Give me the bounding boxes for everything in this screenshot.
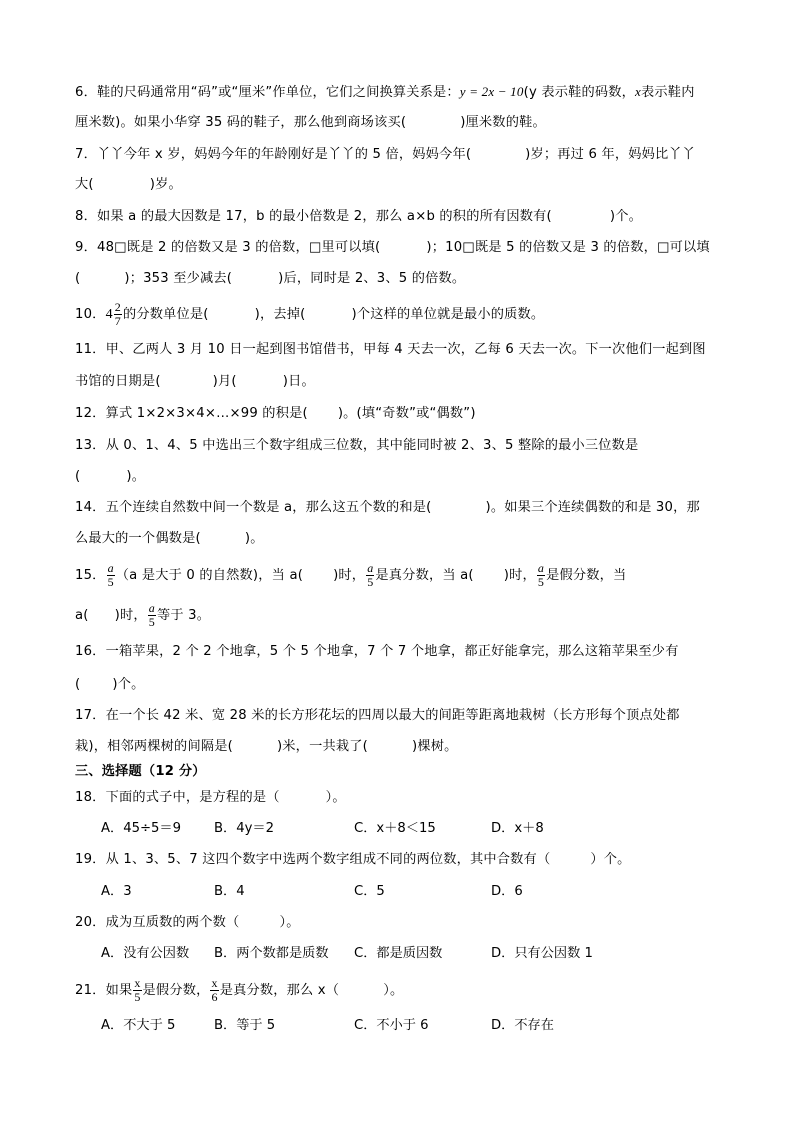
question-text: 14．五个连续自然数中间一个数是 a，那么这五个数的和是( (75, 500, 432, 515)
question-text: 12．算式 1×2×3×4×…×99 的积是( (75, 406, 308, 421)
fraction-a-over-5 (107, 560, 115, 589)
question-text: 厘米数)。如果小华穿 35 码的鞋子，那么他到商场该买( (75, 115, 407, 130)
question-text: )时， (114, 608, 147, 623)
denominator: 5 (367, 574, 374, 589)
option-a[interactable]: A．45÷5＝9 (101, 821, 182, 836)
question-text: 18．下面的式子中，是方程的是（ (75, 790, 280, 805)
question-number: 10． (75, 307, 106, 322)
question-11-line-2 (75, 373, 315, 391)
fraction-a-over-5 (148, 600, 156, 629)
denominator: 5 (537, 574, 545, 589)
option-b[interactable]: B．等于 5 (214, 1018, 276, 1033)
option-b[interactable]: B．4 (214, 884, 245, 899)
denominator: 5 (107, 574, 114, 589)
fraction (114, 299, 122, 328)
question-text: )岁。 (149, 177, 182, 192)
question-9-line-1 (75, 239, 710, 257)
question-text: )个这样的单位就是最小的质数。 (351, 307, 545, 322)
question-text: 6．鞋的尺码通常用“码”或“厘米”作单位，它们之间换算关系是： (75, 85, 460, 100)
question-15-line-2 (75, 601, 210, 631)
option-d[interactable]: D．x＋8 (491, 821, 544, 836)
question-9-line-2 (75, 270, 465, 288)
question-text: )月( (212, 374, 237, 389)
option-a[interactable]: A．不大于 5 (101, 1018, 176, 1033)
question-text: )个。 (112, 677, 145, 692)
numerator: x (211, 975, 218, 990)
question-text: 8．如果 a 的最大因数是 17，b 的最小倍数是 2，那么 a×b 的积的所有因数有( (75, 209, 552, 224)
option-b[interactable]: B．4y＝2 (214, 821, 275, 836)
question-text: 11．甲、乙两人 3 月 10 日一起到图书馆借书，甲每 4 天去一次，乙每 6 天去一次。下一次他们一起到图 (75, 342, 706, 357)
question-text: ）。 (383, 983, 404, 998)
question-10 (75, 300, 544, 330)
question-text: 是假分数， (142, 983, 210, 998)
fraction-x-over-5 (133, 975, 141, 1004)
numerator: a (367, 560, 374, 575)
numerator: a (537, 560, 545, 575)
question-text: )；353 至少减去( (124, 271, 233, 286)
question-21-stem (75, 976, 403, 1006)
question-6-line-1 (75, 83, 695, 102)
option-d[interactable]: D．不存在 (491, 1018, 554, 1033)
option-a[interactable]: A．3 (101, 884, 132, 899)
fraction-a-over-5 (537, 560, 545, 589)
question-text: ）。 (279, 915, 300, 930)
numerator: a (107, 560, 114, 575)
question-text: 的分数单位是( (122, 307, 209, 322)
question-text: 栽)，相邻两棵树的间隔是( (75, 739, 233, 754)
question-18-stem (75, 789, 346, 807)
question-text: （a 是大于 0 的自然数)，当 a( (115, 568, 304, 583)
option-c[interactable]: C．5 (354, 884, 385, 899)
question-14-line-1 (75, 499, 700, 517)
question-12 (75, 405, 476, 423)
option-d[interactable]: D．6 (491, 884, 523, 899)
denominator: 6 (211, 989, 218, 1004)
question-text: )个。 (609, 209, 642, 224)
fraction-x-over-6 (210, 975, 218, 1004)
question-text: ）个。 (590, 852, 631, 867)
question-text: 13．从 0、1、4、5 中选出三个数字组成三位数，其中能同时被 2、3、5 整除的最小三位数是 (75, 438, 639, 453)
denominator: 5 (148, 614, 155, 629)
question-text: )。 (244, 531, 264, 546)
question-14-line-2 (75, 530, 264, 548)
question-text: a( (75, 608, 89, 623)
numerator: 2 (114, 299, 121, 314)
question-text: 9．48□既是 2 的倍数又是 3 的倍数，□里可以填( (75, 240, 381, 255)
numerator: a (148, 600, 155, 615)
question-11-line-1 (75, 341, 706, 359)
option-a[interactable]: A．没有公因数 (101, 946, 190, 961)
question-16-line-2 (75, 676, 144, 694)
option-b[interactable]: B．两个数都是质数 (214, 946, 329, 961)
question-text: 7．丫丫今年 x 岁，妈妈今年的年龄刚好是丫丫的 5 倍，妈妈今年( (75, 147, 472, 162)
numerator: x (134, 975, 141, 990)
question-text: )米，一共栽了( (276, 739, 368, 754)
question-text: 是真分数，当 a( (375, 568, 474, 583)
question-16-line-1 (75, 643, 679, 661)
denominator: 5 (134, 989, 141, 1004)
option-c[interactable]: C．不小于 6 (354, 1018, 429, 1033)
question-text: ( (75, 271, 81, 286)
question-text: ( (75, 469, 81, 484)
variable-x: x (635, 84, 642, 99)
question-text: )；10□既是 5 的倍数又是 3 的倍数，□可以填 (426, 240, 710, 255)
formula: y = 2x − 10 (459, 84, 524, 99)
question-text: )时， (333, 568, 366, 583)
question-text: 17．在一个长 42 米、宽 28 米的长方形花坛的四周以最大的间距等距离地栽树（长方形每个顶点处都 (75, 708, 680, 723)
question-text: )。如果三个连续偶数的和是 30，那 (485, 500, 700, 515)
question-number: 15． (75, 568, 106, 583)
option-c[interactable]: C．都是质因数 (354, 946, 443, 961)
question-text: )岁；再过 6 年，妈妈比丫丫 (525, 147, 696, 162)
question-text: 是假分数，当 (546, 568, 627, 583)
question-text: )厘米数的鞋。 (460, 115, 546, 130)
question-6-line-2 (75, 114, 546, 132)
option-c[interactable]: C．x＋8＜15 (354, 821, 436, 836)
question-text: 21．如果 (75, 983, 133, 998)
question-17-line-2 (75, 738, 457, 756)
question-text: ）。 (325, 790, 346, 805)
question-text: 等于 3。 (156, 608, 211, 623)
question-7-line-1 (75, 146, 695, 164)
question-text: 么最大的一个偶数是( (75, 531, 201, 546)
question-text: )。(填“奇数”或“偶数”) (337, 406, 476, 421)
question-8 (75, 208, 642, 226)
question-text: )棵树。 (411, 739, 458, 754)
question-text: )。 (126, 469, 146, 484)
question-text: 表示鞋内 (641, 85, 695, 100)
section-heading-choice-questions: 三、选择题（12 分） (75, 764, 206, 779)
question-text: 19．从 1、3、5、7 这四个数字中选两个数字组成不同的两位数，其中合数有（ (75, 852, 551, 867)
question-7-line-2 (75, 176, 182, 194)
question-text: ( (75, 677, 81, 692)
mixed-number-whole: 4 (105, 307, 113, 322)
question-text: 大( (75, 177, 94, 192)
question-text: 16．一箱苹果，2 个 2 个地拿，5 个 5 个地拿，7 个 7 个地拿，都正好能拿完，那么这箱苹果至少有 (75, 644, 679, 659)
option-d[interactable]: D．只有公因数 1 (491, 946, 593, 961)
question-15-line-1 (75, 561, 626, 591)
question-text: )，去掉( (254, 307, 306, 322)
question-text: 是真分数，那么 x（ (219, 983, 340, 998)
question-17-line-1 (75, 707, 680, 725)
question-text: )后，同时是 2、3、5 的倍数。 (278, 271, 466, 286)
question-13-line-2 (75, 468, 145, 486)
question-text: 20．成为互质数的两个数（ (75, 915, 240, 930)
question-20-stem (75, 914, 300, 932)
question-text: )日。 (282, 374, 315, 389)
question-text: )时， (503, 568, 536, 583)
question-19-stem (75, 851, 631, 869)
question-13-line-1 (75, 437, 638, 455)
question-text: 书馆的日期是( (75, 374, 161, 389)
fraction-a-over-5 (366, 560, 374, 589)
question-text: (y 表示鞋的码数， (523, 85, 636, 100)
denominator: 7 (114, 313, 121, 328)
